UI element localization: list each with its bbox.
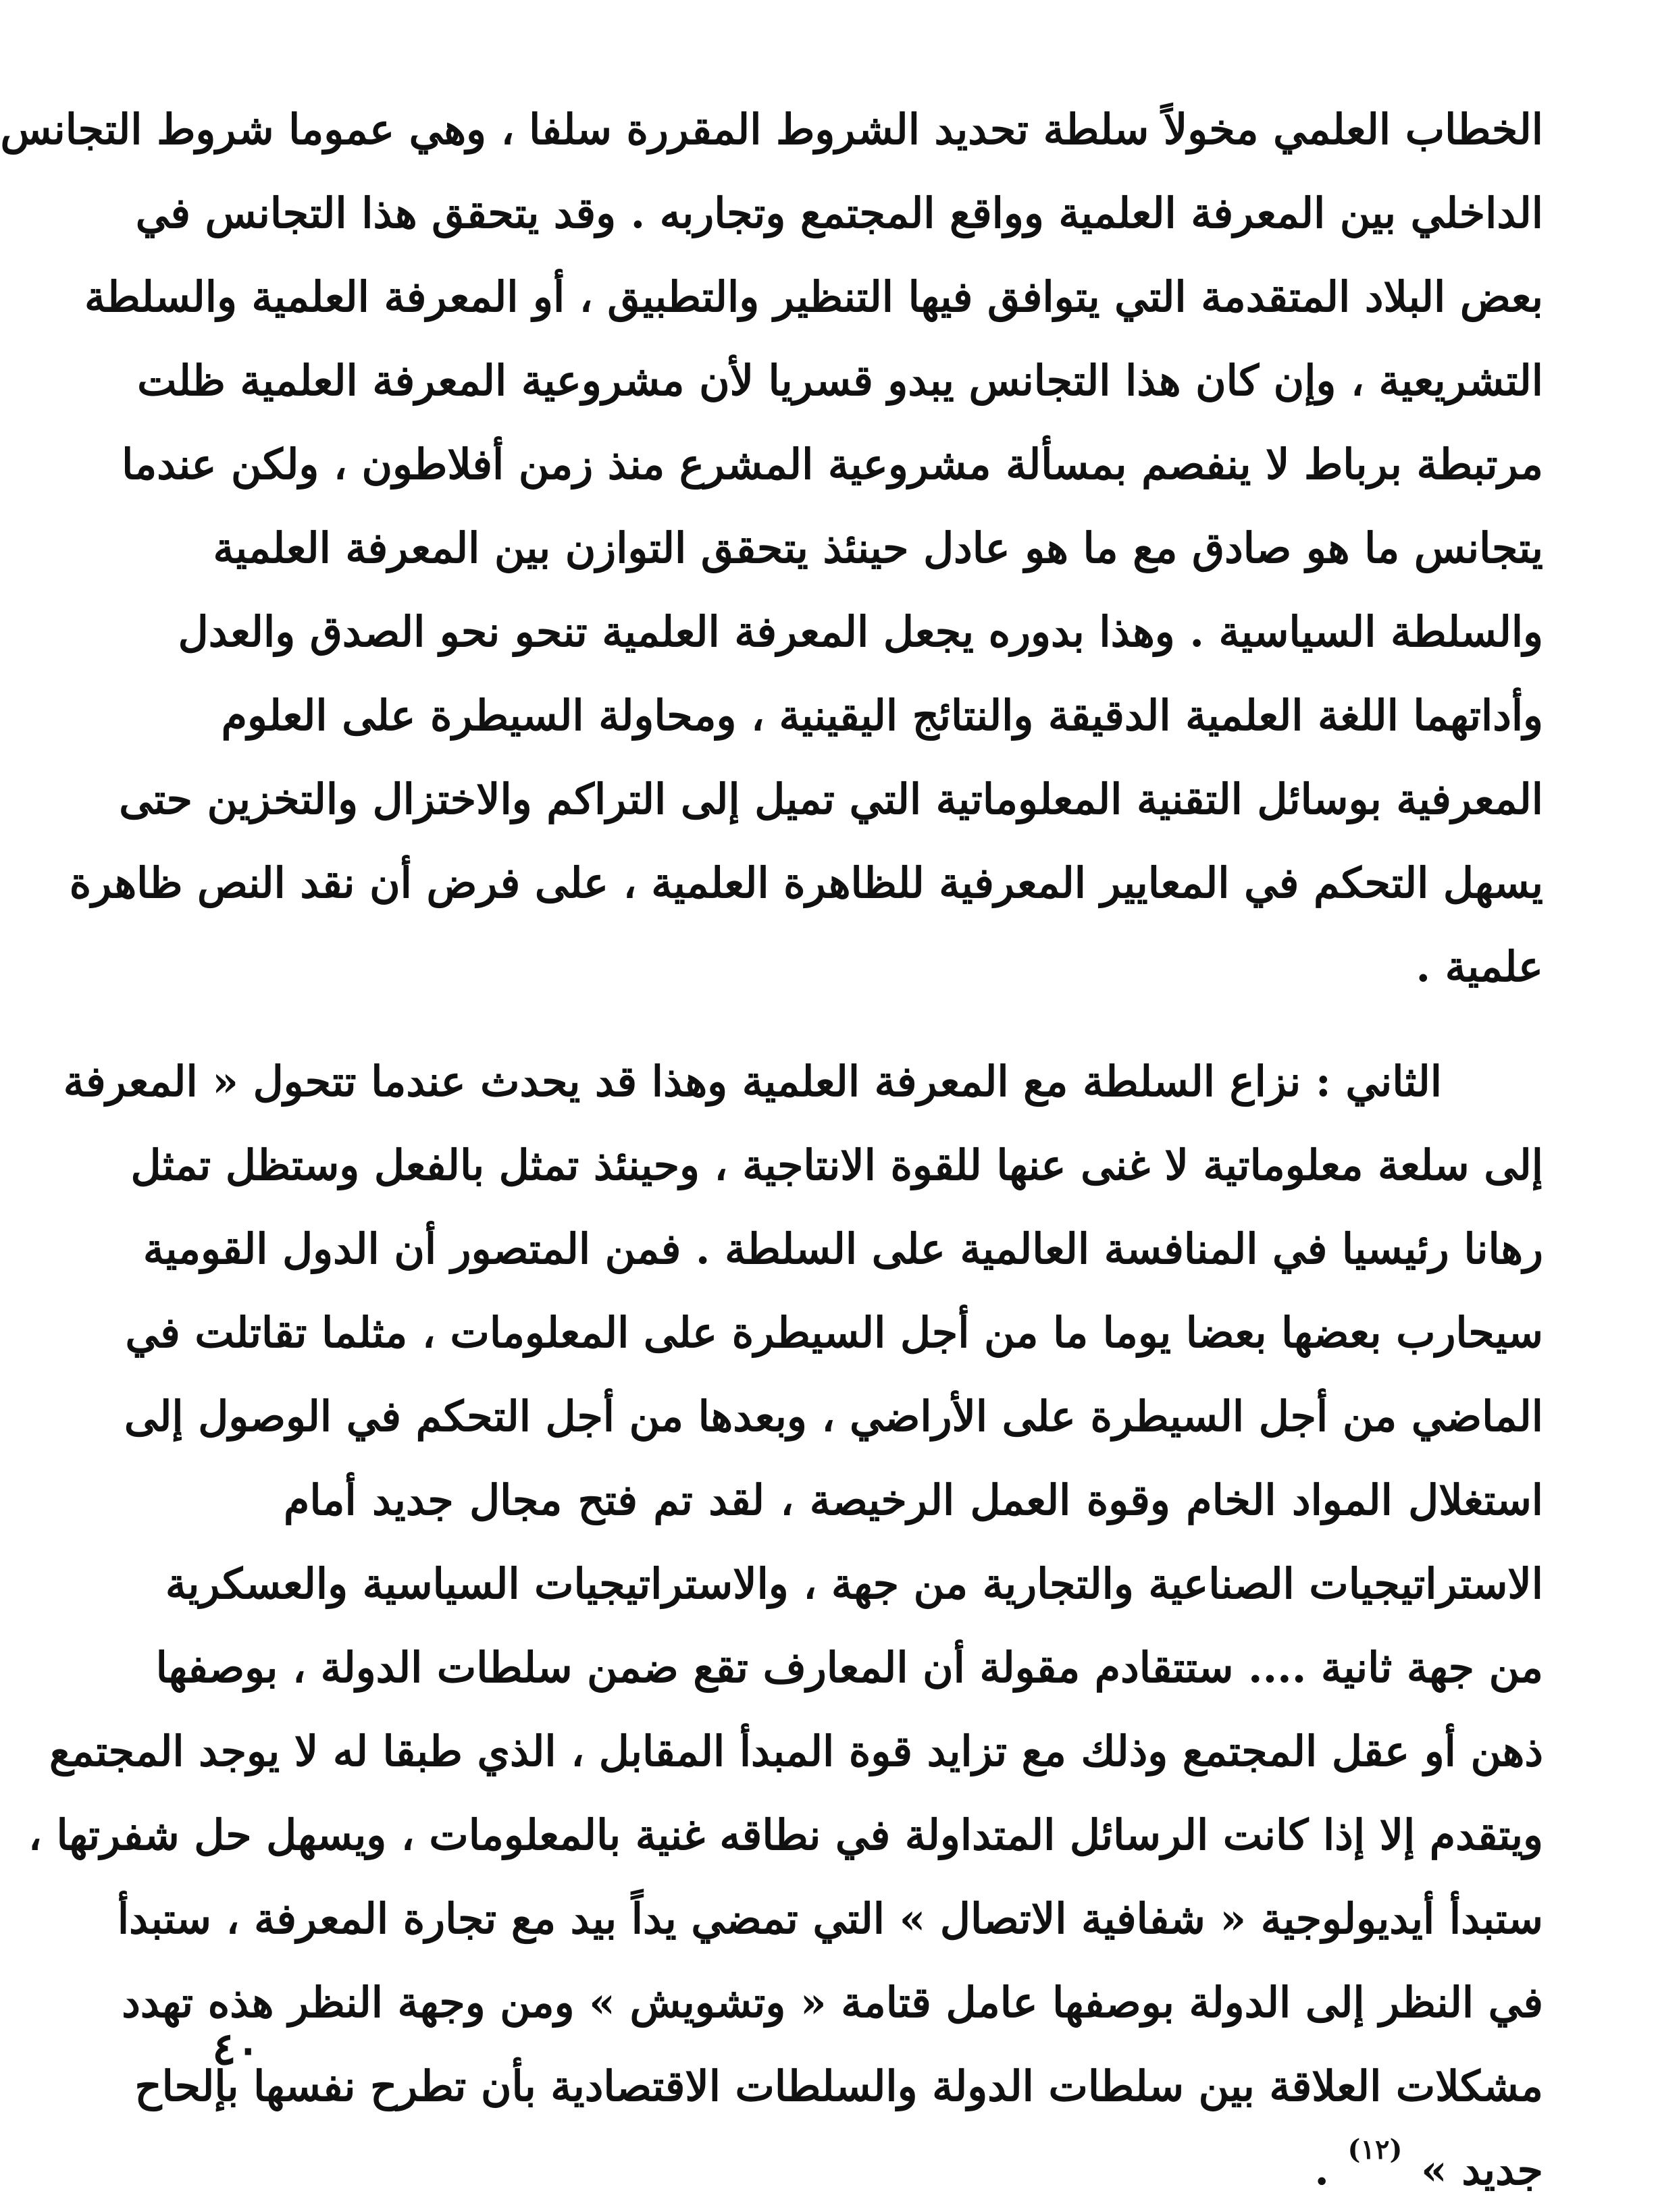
text-line: يتجانس ما هو صادق مع ما هو عادل حينئذ يتحقق التوازن بين المعرفة العلمية (213, 523, 1543, 573)
text-line: المعرفية بوسائل التقنية المعلوماتية التي تميل إلى التراكم والاختزال والتخزين حتى (119, 774, 1543, 824)
text-line: بعض البلاد المتقدمة التي يتوافق فيها التنظير والتطبيق ، أو المعرفة العلمية والسلطة (84, 272, 1543, 321)
text-line-first: الثاني : نزاع السلطة مع المعرفة العلمية وهذا قد يحدث عندما تتحول « المعرفة (63, 1057, 1442, 1106)
text-line: ويتقدم إلا إذا كانت الرسائل المتداولة في نطاقه غنية بالمعلومات ، ويسهل حل شفرتها ، (28, 1810, 1543, 1860)
paragraph-gap (284, 1009, 1543, 1040)
text-line: يسهل التحكم في المعايير المعرفية للظاهرة العلمية ، على فرض أن نقد النص ظاهرة (69, 858, 1543, 907)
footnote-reference[interactable]: (١٢) (1347, 2134, 1403, 2165)
text-line: مرتبطة برباط لا ينفصم بمسألة مشروعية المشرع منذ زمن أفلاطون ، ولكن عندما (122, 440, 1543, 489)
text-line: رهانا رئيسيا في المنافسة العالمية على السلطة . فمن المتصور أن الدول القومية (143, 1224, 1543, 1273)
text-line: الداخلي بين المعرفة العلمية وواقع المجتمع وتجاربه . وقد يتحقق هذا التجانس في (135, 188, 1543, 238)
text-line-last (284, 2128, 1543, 2212)
text-line: في النظر إلى الدولة بوصفها عامل قتامة « وتشويش » ومن وجهة النظر هذه تهدد (122, 1978, 1543, 2027)
text-line: الاستراتيجيات الصناعية والتجارية من جهة ، والاستراتيجيات السياسية والعسكرية (165, 1559, 1543, 1608)
text-line-last: علمية . (1416, 942, 1543, 991)
text-line: مشكلات العلاقة بين سلطات الدولة والسلطات الاقتصادية بأن تطرح نفسها بإلحاح (134, 2061, 1543, 2111)
text-line: استغلال المواد الخام وقوة العمل الرخيصة ، لقد تم فتح مجال جديد أمام (284, 1475, 1543, 1525)
text-line: إلى سلعة معلوماتية لا غنى عنها للقوة الانتاجية ، وحينئذ تمثل بالفعل وستظل تمثل (130, 1140, 1543, 1190)
text-line: الخطاب العلمي مخولاً سلطة تحديد الشروط المقررة سلفا ، وهي عموما شروط التجانس (0, 105, 1543, 154)
text-line: التشريعية ، وإن كان هذا التجانس يبدو قسريا لأن مشروعية المعرفة العلمية ظلت (137, 356, 1543, 405)
text-line: ستبدأ أيديولوجية « شفافية الاتصال » التي تمضي يداً بيد مع تجارة المعرفة ، ستبدأ (117, 1894, 1543, 1943)
paragraph-1 (0, 88, 1543, 1009)
sentence-end-mark: . (1314, 2145, 1329, 2194)
text-line: من جهة ثانية .... ستتقادم مقولة أن المعارف تقع ضمن سلطات الدولة ، بوصفها (155, 1643, 1543, 1692)
page-number: ٤٠ (212, 2022, 260, 2075)
closing-text: جديد » (1420, 2145, 1543, 2194)
text-line: ذهن أو عقل المجتمع وذلك مع تزايد قوة المبدأ المقابل ، الذي طبقا له لا يوجد المجتمع (49, 1727, 1543, 1776)
text-line: سيحارب بعضها بعضا يوما ما من أجل السيطرة على المعلومات ، مثلما تقاتلت في (125, 1308, 1543, 1357)
text-line: وأداتهما اللغة العلمية الدقيقة والنتائج اليقينية ، ومحاولة السيطرة على العلوم (221, 691, 1543, 740)
text-line: الماضي من أجل السيطرة على الأراضي ، وبعدها من أجل التحكم في الوصول إلى (124, 1392, 1543, 1441)
text-line: والسلطة السياسية . وهذا بدوره يجعل المعرفة العلمية تنحو نحو الصدق والعدل (178, 607, 1543, 656)
